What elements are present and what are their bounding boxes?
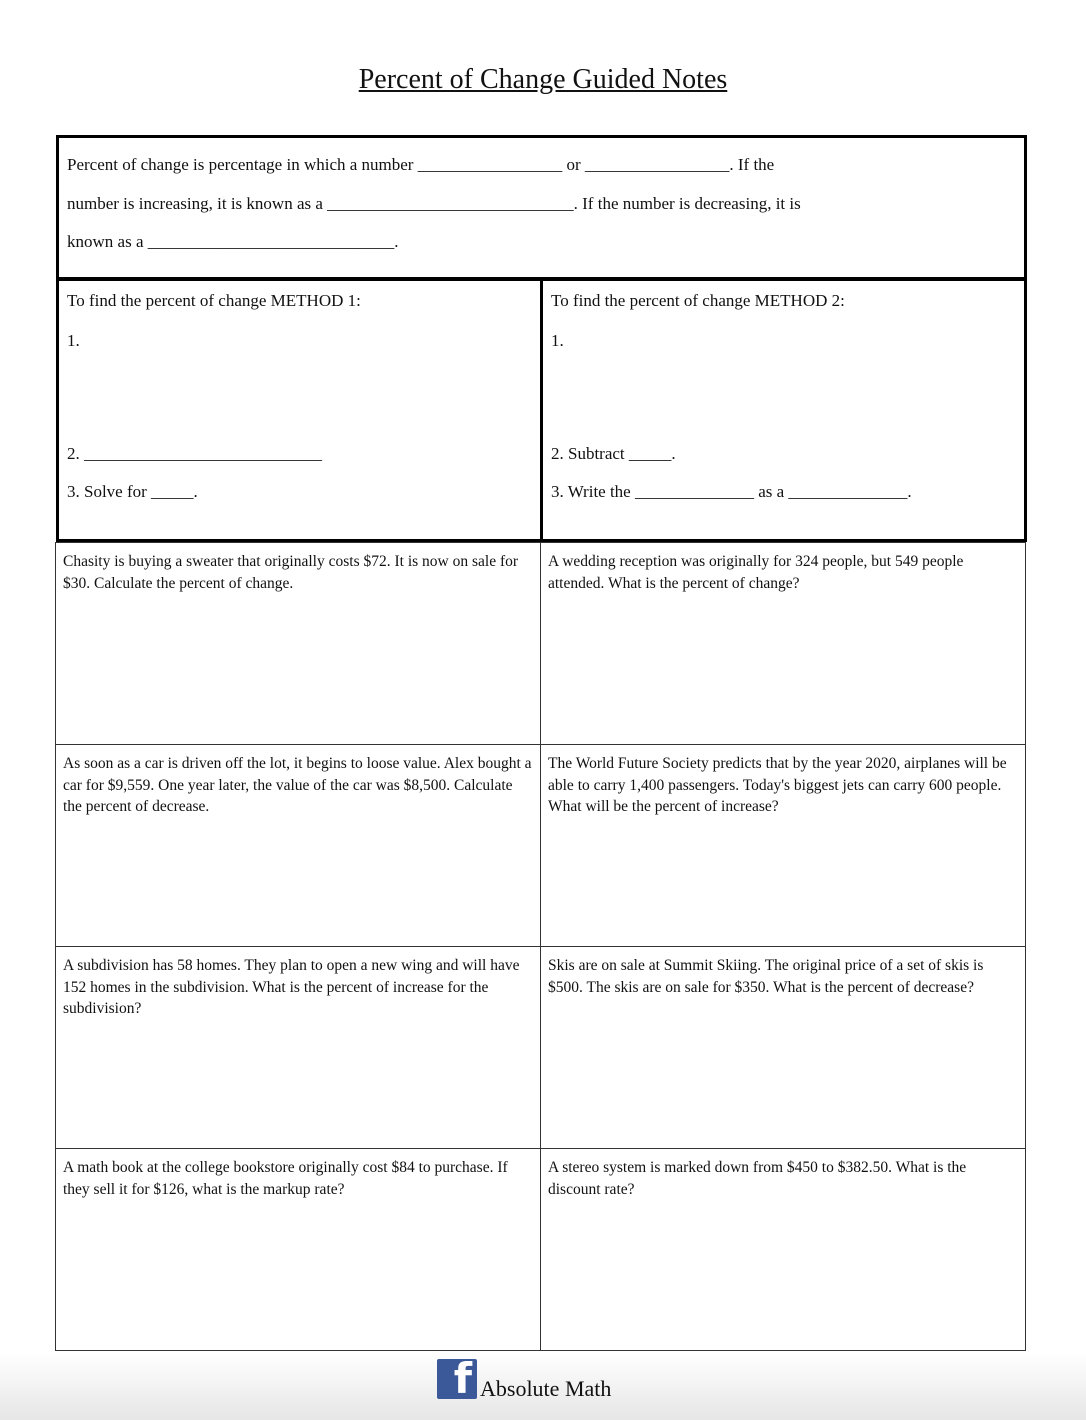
problem-cell: A stereo system is marked down from $450 to $382.50. What is the discount rate? xyxy=(540,1148,1026,1351)
footer-brand[interactable]: Absolute Math xyxy=(480,1376,612,1401)
method-step: 3. Solve for _____. xyxy=(67,482,198,501)
problem-cell: A wedding reception was originally for 324 people, but 549 people attended. What is the percent of change? xyxy=(540,542,1026,745)
method-step: 1. xyxy=(67,331,80,350)
intro-line: known as a _____________________________. xyxy=(67,232,399,251)
method-2-box xyxy=(540,278,1027,542)
method-heading: To find the percent of change METHOD 1: xyxy=(67,291,361,310)
intro-line: number is increasing, it is known as a _____________________________. If the number is decreasing, it is xyxy=(67,193,801,213)
method-step: 3. Write the ______________ as a ______________. xyxy=(551,482,912,501)
intro-box xyxy=(56,135,1027,280)
problem-cell: A math book at the college bookstore originally cost $84 to purchase. If they sell it for $126, what is the markup rate? xyxy=(55,1148,541,1351)
method-step: 1. xyxy=(551,331,564,350)
problem-cell: A subdivision has 58 homes. They plan to open a new wing and will have 152 homes in the subdivision. What is the percent of increase for the subdivision? xyxy=(55,946,541,1149)
intro-line: Percent of change is percentage in which a number _________________ or _________________. If the xyxy=(67,155,775,174)
method-step: 2. ____________________________ xyxy=(67,444,322,463)
problem-cell: Chasity is buying a sweater that originally costs $72. It is now on sale for $30. Calculate the percent of change. xyxy=(55,542,541,745)
page-title: Percent of Change Guided Notes xyxy=(358,64,728,95)
facebook-glyph: f xyxy=(453,1359,472,1399)
problem-cell: As soon as a car is driven off the lot, it begins to loose value. Alex bought a car for $9,559. One year later, the value of the car was $8,500. Calculate the percent of decrease. xyxy=(55,744,541,947)
method-heading: To find the percent of change METHOD 2: xyxy=(551,291,845,310)
problem-cell: The World Future Society predicts that by the year 2020, airplanes will be able to carry 1,400 passengers. Today's biggest jets can carry 600 people. What will be the percent of increase? xyxy=(540,744,1026,947)
facebook-icon[interactable] xyxy=(437,1359,477,1399)
method-step: 2. Subtract _____. xyxy=(551,444,676,463)
method-1-box xyxy=(56,278,543,542)
problem-cell: Skis are on sale at Summit Skiing. The original price of a set of skis is $500. The skis are on sale for $350. What is the percent of decrease? xyxy=(540,946,1026,1149)
